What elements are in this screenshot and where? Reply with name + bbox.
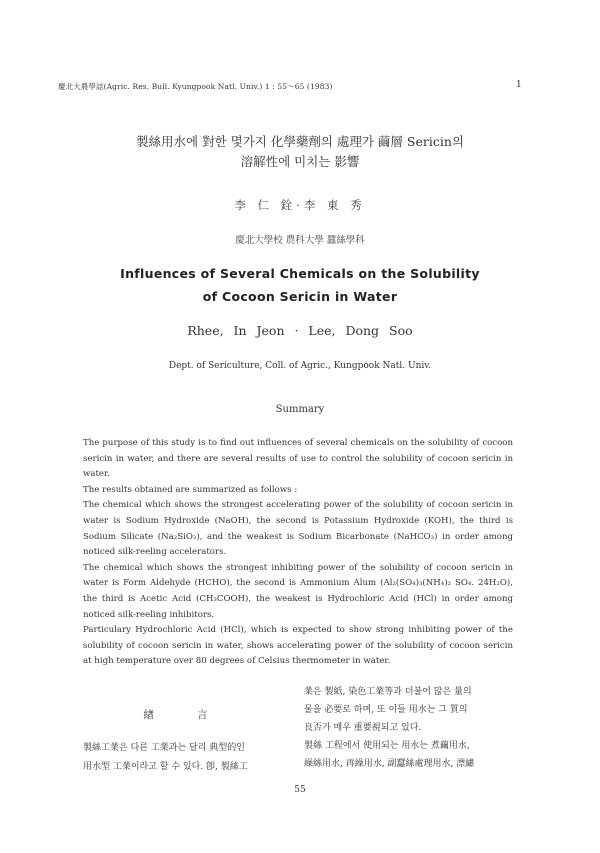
korean-authors: 李 仁 銓·李 東 秀 (234, 198, 366, 212)
korean-title-line-1: 製絲用水에 對한 몇가지 化學藥劑의 處理가 繭層 Sericin의 (136, 134, 464, 149)
introduction-heading: 緖 言 (143, 709, 228, 721)
english-department: Dept. of Sericulture, Coll. of Agric., Kungpook Natl. Univ. (168, 361, 432, 371)
korean-department: 慶北大學校 農科大學 蠶絲學科 (235, 235, 365, 246)
english-title-line-2: of Cocoon Sericin in Water (202, 289, 398, 304)
intro-left-line-2: 用水型 工業이라고 할 수 있다. 卽, 製絲工 (83, 762, 248, 772)
bottom-page-number: 55 (294, 785, 306, 795)
journal-header: 慶北大農學誌(Agric. Res. Bull. Kyungpook Natl. Univ.) 1 : 55～65 (1983) (58, 82, 333, 91)
english-authors: Rhee, In Jeon · Lee, Dong Soo (187, 323, 413, 338)
summary-paragraph-1: The purpose of this study is to find out influences of several chemicals on the solubility of cocoon sericin in water, and there are several results of use to control the solubility of cocoon sericin in water. (83, 438, 513, 480)
summary-paragraph-5: Particulary Hydrochloric Acid (HCl), which is expected to show strong inhibiting power of the solubility of cocoon sericin in water, shows accelerating power of the solubility of cocoon sericin at high temperature over 80 degrees of Celsius thermometer in water. (83, 625, 513, 667)
intro-right-line-4: 製絲 工程에서 使用되는 用水는 煮繭用水, (304, 741, 470, 751)
english-title-line-1: Influences of Several Chemicals on the Solubility (120, 266, 480, 281)
intro-right-column (304, 683, 516, 773)
summary-paragraph-4: The chemical which shows the strongest inhibiting power of the solubility of cocoon sericin in water is Form Aldehyde (HCHO), the second is Ammonium Alum (Al₂(SO₄)₃(NH₄)₂ SO₄. 24H₂O), the third is Acetic Acid (CH₃COOH), the weakest is Hydrochloric Acid (HCl) in order among noticed silk-reeling inhibitors. (83, 562, 513, 620)
summary-paragraph-3: The chemical which shows the strongest accelerating power of the solubility of cocoon sericin in water is Sodium Hydroxide (NaOH), the second is Potassium Hydroxide (KOH), the third is Sodium Silicate (Na₂SiO₃), and the weakest is Sodium Bicarbonate (NaHCO₃) in order among noticed silk-reeling accelerators. (83, 500, 513, 558)
intro-right-line-1: 業은 製紙, 染色工業等과 더불어 많은 量의 (304, 687, 472, 697)
intro-right-line-3: 良否가 매우 重要視되고 있다. (304, 723, 422, 733)
top-page-number: 1 (516, 80, 522, 90)
summary-body (83, 436, 513, 670)
summary-paragraph-2: The results obtained are summarized as follows : (83, 484, 298, 495)
intro-right-line-2: 물을 必要로 하며, 또 이들 用水는 그 質의 (304, 705, 468, 715)
intro-left-line-1: 製絲工業은 다른 工業과는 달리 典型的인 (83, 743, 245, 753)
summary-heading: Summary (275, 404, 325, 415)
intro-right-line-5: 繰絲用水, 再繰用水, 副蠶絲處理用水, 漂繡 (304, 759, 475, 769)
korean-title-line-2: 溶解性에 미치는 影響 (240, 154, 360, 169)
